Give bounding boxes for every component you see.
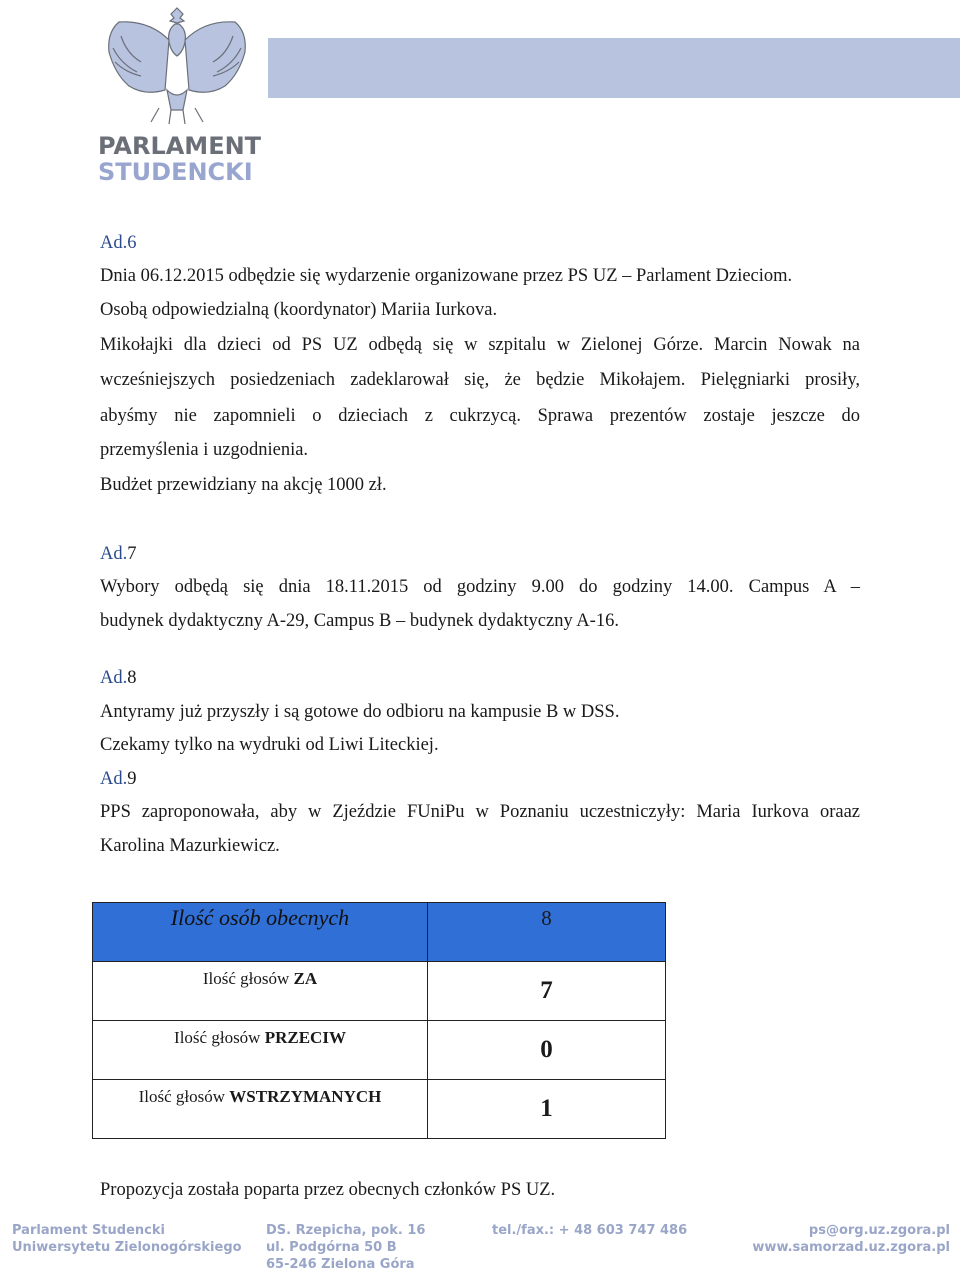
votes-against-label-cell: Ilość głosów PRZECIW bbox=[93, 1021, 428, 1080]
ad6-line-2: Osobą odpowiedzialną (koordynator) Mariia Iurkova. bbox=[100, 300, 498, 320]
ad8-line-1: Antyramy już przyszły i są gotowe do odbioru na kampusie B w DSS. bbox=[100, 702, 620, 722]
present-label: Ilość osób obecnych bbox=[170, 905, 350, 930]
vote-table bbox=[92, 902, 666, 1139]
votes-for-label-cell: Ilość głosów ZA bbox=[93, 962, 428, 1021]
votes-against-value-cell bbox=[428, 1021, 666, 1080]
table-row bbox=[93, 962, 666, 1021]
logo-text-studencki: STUDENCKI bbox=[98, 158, 253, 186]
votes-abstain-value-cell bbox=[428, 1080, 666, 1139]
table-row bbox=[93, 1080, 666, 1139]
footer-contact bbox=[750, 1222, 950, 1256]
votes-against-value: 0 bbox=[540, 1036, 553, 1063]
table-row bbox=[93, 1021, 666, 1080]
ad6-line-6: przemyślenia i uzgodnienia. bbox=[100, 440, 309, 460]
logo-text-parlament: PARLAMENT bbox=[98, 132, 262, 160]
votes-for-value-cell bbox=[428, 962, 666, 1021]
footer-website-link[interactable]: www.samorzad.uz.zgora.pl bbox=[752, 1240, 950, 1255]
ad9-line-1: PPS zaproponowała, aby w Zjeździe FUniPu w Poznaniu uczestniczyły: Maria Iurkova oraaz bbox=[100, 802, 860, 822]
present-value: 8 bbox=[541, 905, 552, 930]
ad9-heading: Ad.9 bbox=[100, 769, 137, 789]
ad8-line-2: Czekamy tylko na wydruki od Liwi Liteckiej. bbox=[100, 735, 439, 755]
ad7-heading: Ad.7 bbox=[100, 544, 137, 564]
ad9-line-2: Karolina Mazurkiewicz. bbox=[100, 836, 280, 856]
table-row bbox=[93, 903, 666, 962]
footer-phone: tel./fax.: + 48 603 747 486 bbox=[492, 1223, 688, 1238]
header-band bbox=[268, 38, 960, 98]
ad6-heading: Ad.6 bbox=[100, 233, 137, 253]
ad6-line-5: abyśmy nie zapomnieli o dzieciach z cukrzycą. Sprawa prezentów zostaje jeszcze do bbox=[100, 406, 860, 426]
ad6-line-4: wcześniejszych posiedzeniach zadeklarował się, że będzie Mikołajem. Pielęgniarki prosiły, bbox=[100, 370, 860, 390]
ad6-line-1: Dnia 06.12.2015 odbędzie się wydarzenie organizowane przez PS UZ – Parlament Dzieciom. bbox=[100, 266, 793, 286]
conclusion-text: Propozycja została poparta przez obecnych członków PS UZ. bbox=[100, 1180, 556, 1200]
ad6-line-7: Budżet przewidziany na akcję 1000 zł. bbox=[100, 475, 387, 495]
ad8-heading: Ad.8 bbox=[100, 668, 137, 688]
footer bbox=[0, 1222, 960, 1272]
footer-email-link[interactable]: ps@org.uz.zgora.pl bbox=[808, 1223, 950, 1238]
footer-org: Parlament Studencki Uniwersytetu Zielonogórskiego bbox=[12, 1223, 242, 1255]
ad7-line-1: Wybory odbędą się dnia 18.11.2015 od godziny 9.00 do godziny 14.00. Campus A – bbox=[100, 577, 860, 597]
votes-abstain-value: 1 bbox=[540, 1095, 553, 1122]
present-label-cell bbox=[93, 903, 428, 962]
votes-abstain-label-cell: Ilość głosów WSTRZYMANYCH bbox=[93, 1080, 428, 1139]
votes-for-value: 7 bbox=[540, 977, 553, 1004]
ad6-line-3: Mikołajki dla dzieci od PS UZ odbędą się w szpitalu w Zielonej Górze. Marcin Nowak na bbox=[100, 335, 860, 355]
present-value-cell bbox=[428, 903, 666, 962]
ad7-line-2: budynek dydaktyczny A-29, Campus B – budynek dydaktyczny A-16. bbox=[100, 611, 619, 631]
footer-address: DS. Rzepicha, pok. 16 ul. Podgórna 50 B 65-246 Zielona Góra bbox=[266, 1223, 426, 1272]
